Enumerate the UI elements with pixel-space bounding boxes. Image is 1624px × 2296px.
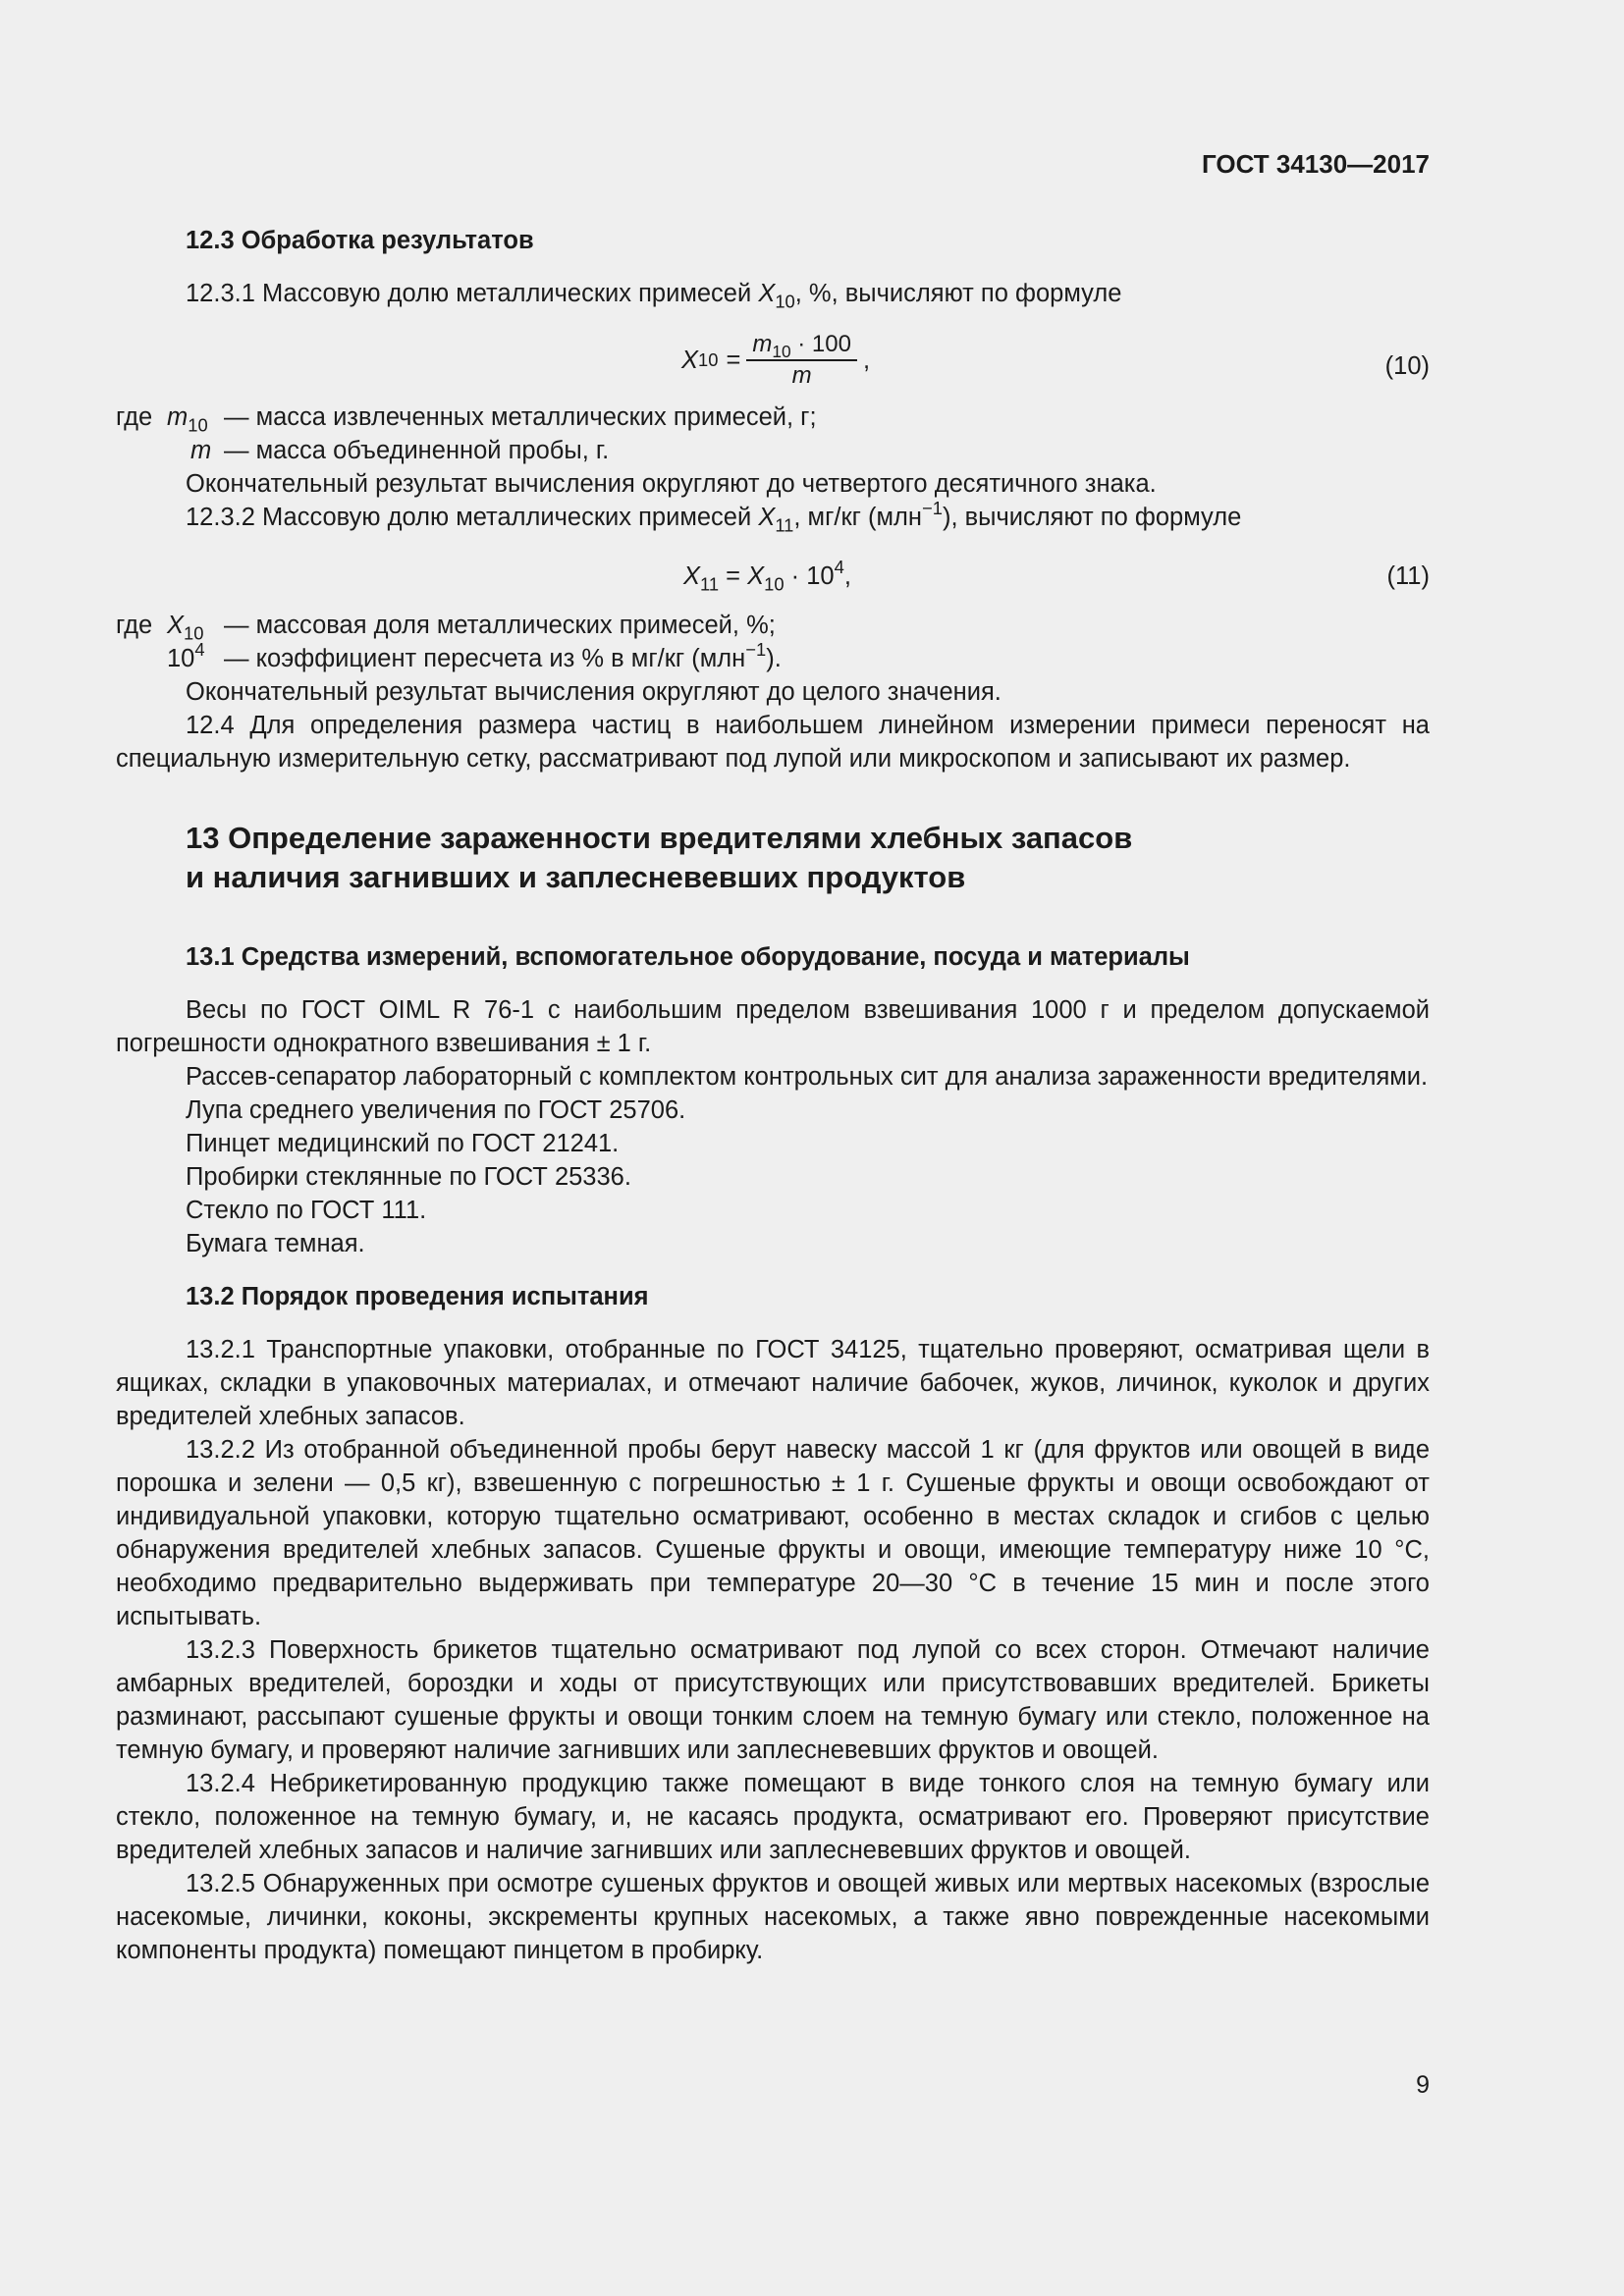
para-13-2-3: 13.2.3 Поверхность брикетов тщательно осматривают под лупой со всех сторон. Отмечают наличие амбарных вредителей, бороздки и ходы от присутствующих или присутствовавших вредителей. Брикеты разминают, рассыпают сушеные фрукты и овощи тонким слоем на темную бумагу или стекло, положенное на темную бумагу, и проверяют наличие загнивших или заплесневевших фруктов и овощей. (116, 1636, 1430, 1764)
para-12-3-1: 12.3.1 Массовую долю металлических примесей $X_{10}$, %, вычисляют по формуле (186, 280, 1122, 312)
para-12-4: 12.4 Для определения размера частиц в наибольшем линейном измерении примеси переносят на специальную измерительную сетку, рассматривают под лупой или микроскопом и записывают их размер. (116, 712, 1430, 773)
list-item: Бумага темная. (186, 1230, 365, 1257)
section-12-3-title: 12.3 Обработка результатов (186, 227, 534, 254)
para-13-2-4: 13.2.4 Небрикетированную продукцию также помещают в виде тонкого слоя на темную бумагу или стекло, положенное на темную бумагу, и, не касаясь продукта, осматривают его. Проверяют присутствие вредителей хлебных запасов и наличие загнивших или заплесневевших фруктов и овощей. (116, 1770, 1430, 1864)
list-item: Пинцет медицинский по ГОСТ 21241. (186, 1130, 620, 1157)
formula-10: X 10 = $\frac{m_{10} \cdot 100}{m}$ , (10) (681, 331, 1430, 389)
section-13-1-title: 13.1 Средства измерений, вспомогательное оборудование, посуда и материалы (186, 943, 1190, 971)
section-13-title-line-1: 13 Определение зараженности вредителями хлебных запасов (186, 821, 1133, 855)
page-number: 9 (1416, 2071, 1430, 2099)
para-13-2-1: 13.2.1 Транспортные упаковки, отобранные по ГОСТ 34125, тщательно проверяют, осматривая щели в ящиках, складки в упаковочных материалах, и отмечают наличие бабочек, жуков, личинок, куколок и других вредителей хлебных запасов. (116, 1336, 1430, 1430)
list-item: Пробирки стеклянные по ГОСТ 25336. (186, 1163, 631, 1191)
section-13-title-line-2: и наличия загнивших и заплесневевших продуктов (186, 860, 966, 894)
legend-10-4: $10^4$ — коэффициент пересчета из % в мг/кг (млн$^{-1}$). (167, 638, 782, 672)
para-12-3-2: 12.3.2 Массовую долю металлических примесей $X_{11}$, мг/кг (млн$^{-1}$), вычисляют по формуле (186, 497, 1242, 536)
page-content (116, 224, 1430, 1967)
formula-11: $X_{11} = X_{10} \cdot 10^4$, (11) (683, 556, 1430, 595)
formula-number-10: (10) (1384, 352, 1430, 380)
legend-m10: где $m_{10}$ — масса извлеченных металлических примесей, г; (116, 403, 817, 436)
section-13-2-title: 13.2 Порядок проведения испытания (186, 1283, 649, 1310)
para-13-2-2: 13.2.2 Из отобранной объединенной пробы берут навеску массой 1 кг (для фруктов или овощей в виде порошка и зелени — 0,5 кг), взвешенную с погрешностью ± 1 г. Сушеные фрукты и овощи освобождают от индивидуальной упаковки, которую тщательно осматривают, особенно в местах складок и сгибов с целью обнаружения вредителей хлебных запасов. Сушеные фрукты и овощи, имеющие температуру ниже 10 °С, необходимо предварительно выдерживать при температуре 20—30 °С в течение 15 мин и после этого испытывать. (116, 1436, 1430, 1630)
fraction: $\frac{m_{10} \cdot 100}{m}$ (746, 330, 857, 391)
list-item: Лупа среднего увеличения по ГОСТ 25706. (186, 1096, 686, 1124)
formula-number-11: (11) (1386, 562, 1430, 590)
legend-x10: где $X_{10}$ — массовая доля металлических примесей, %; (116, 612, 776, 644)
list-item: Весы по ГОСТ OIML R 76-1 с наибольшим пределом взвешивания 1000 г и пределом допускаемой погрешности однократного взвешивания ± 1 г. (116, 996, 1430, 1057)
list-item: Рассев-сепаратор лабораторный с комплектом контрольных сит для анализа зараженности вредителями. (186, 1063, 1429, 1091)
para-round-2: Окончательный результат вычисления округляют до целого значения. (186, 678, 1001, 706)
para-round-1: Окончательный результат вычисления округляют до четвертого десятичного знака. (186, 470, 1157, 498)
list-item: Стекло по ГОСТ 111. (186, 1197, 427, 1224)
legend-m: m — масса объединенной пробы, г. (190, 437, 610, 464)
para-13-2-5: 13.2.5 Обнаруженных при осмотре сушеных фруктов и овощей живых или мертвых насекомых (взрослые насекомые, личинки, коконы, экскременты крупных насекомых, а также явно поврежденные насекомыми компоненты продукта) помещают пинцетом в пробирку. (116, 1870, 1430, 1964)
standard-code-header: ГОСТ 34130—2017 (1202, 149, 1430, 179)
